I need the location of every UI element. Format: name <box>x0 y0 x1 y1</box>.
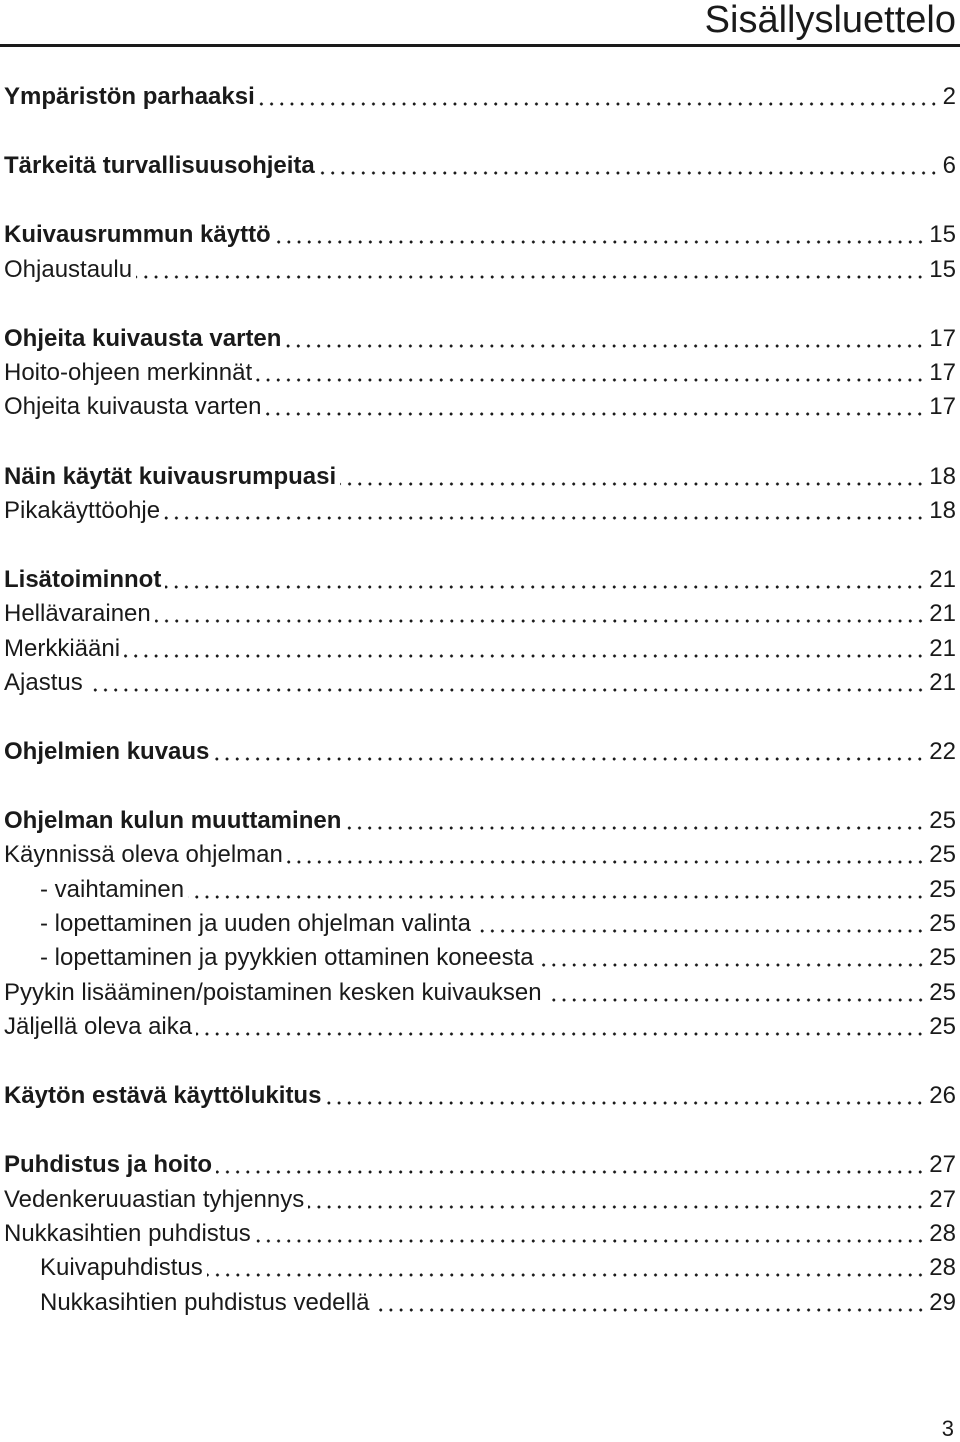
toc-entry[interactable] <box>4 1286 956 1320</box>
dot-leader <box>265 411 925 417</box>
toc-entry-page: 25 <box>929 910 956 937</box>
toc-entry-title: Ohjaustaulu <box>4 256 133 283</box>
dot-leader <box>136 274 925 280</box>
toc-entry-page: 22 <box>929 738 956 765</box>
dot-leader <box>259 101 939 107</box>
toc-entry[interactable] <box>4 597 956 631</box>
toc-entry-title: Kuivapuhdistus <box>40 1254 203 1281</box>
toc-entry[interactable] <box>4 322 956 356</box>
toc-entry-page: 6 <box>942 152 956 179</box>
dot-leader <box>308 1204 925 1210</box>
toc-entry[interactable] <box>4 1217 956 1251</box>
dot-leader <box>255 1238 925 1244</box>
dot-leader <box>155 618 926 624</box>
toc-entry-page: 18 <box>929 463 956 490</box>
toc-entry-title: Vedenkeruuastian tyhjennys <box>4 1186 305 1213</box>
toc-entry-page: 15 <box>929 256 956 283</box>
toc-entry[interactable] <box>4 253 956 287</box>
dot-leader <box>325 1100 925 1106</box>
toc-entry-page: 25 <box>929 876 956 903</box>
toc-entry-title: Ohjelman kulun muuttaminen <box>4 807 342 834</box>
toc-entry[interactable] <box>4 941 956 975</box>
dot-leader <box>216 1169 925 1175</box>
page-number: 3 <box>941 1416 954 1441</box>
dot-leader <box>287 859 925 865</box>
toc-entry-page: 27 <box>929 1151 956 1178</box>
toc-entry[interactable] <box>4 838 956 872</box>
toc-entry-page: 17 <box>929 393 956 420</box>
toc-entry[interactable] <box>4 735 956 769</box>
dot-leader <box>188 894 925 900</box>
dot-leader <box>546 997 926 1003</box>
toc-entry[interactable] <box>4 1148 956 1182</box>
toc-entry[interactable] <box>4 80 956 114</box>
title-divider <box>0 44 960 47</box>
toc-entry-page: 15 <box>929 221 956 248</box>
toc-entry-title: Merkkiääni <box>4 635 121 662</box>
toc-entry-page: 25 <box>929 807 956 834</box>
toc-entry-title: Näin käytät kuivausrumpuasi <box>4 463 337 490</box>
toc-entry-page: 17 <box>929 359 956 386</box>
toc-entry-page: 28 <box>929 1220 956 1247</box>
dot-leader <box>285 343 925 349</box>
toc-entry[interactable] <box>4 1079 956 1113</box>
toc-entry[interactable] <box>4 804 956 838</box>
dot-leader <box>87 687 926 693</box>
toc-entry-title: Käynnissä oleva ohjelman <box>4 841 283 868</box>
toc-entry[interactable] <box>4 873 956 907</box>
dot-leader <box>165 584 925 590</box>
toc-entry-page: 21 <box>929 566 956 593</box>
toc-entry-title: Käytön estävä käyttölukitus <box>4 1082 322 1109</box>
toc-entry-page: 25 <box>929 944 956 971</box>
dot-leader <box>207 1272 926 1278</box>
toc-entry-page: 25 <box>929 1013 956 1040</box>
toc-entry-page: 28 <box>929 1254 956 1281</box>
page-title: Sisällysluettelo <box>704 0 956 41</box>
toc-entry-title: Ohjelmien kuvaus <box>4 738 210 765</box>
toc-entry-title: Jäljellä oleva aika <box>4 1013 193 1040</box>
toc-entry-title: Puhdistus ja hoito <box>4 1151 212 1178</box>
toc-entry-page: 29 <box>929 1289 956 1316</box>
dot-leader <box>374 1307 926 1313</box>
toc-entry-page: 2 <box>942 83 956 110</box>
toc-entry-page: 18 <box>929 497 956 524</box>
toc-entry[interactable] <box>4 563 956 597</box>
toc-entry-page: 21 <box>929 669 956 696</box>
toc-entry[interactable] <box>4 1251 956 1285</box>
toc-entry-title: Nukkasihtien puhdistus vedellä <box>40 1289 370 1316</box>
toc-entry-title: Ympäristön parhaaksi <box>4 83 255 110</box>
toc-entry[interactable] <box>4 218 956 252</box>
dot-leader <box>340 481 925 487</box>
toc-entry[interactable] <box>4 907 956 941</box>
toc-entry-title: Nukkasihtien puhdistus <box>4 1220 251 1247</box>
toc-entry[interactable] <box>4 1010 956 1044</box>
toc-entry-page: 25 <box>929 979 956 1006</box>
dot-leader <box>538 962 926 968</box>
toc-entry-title: Tärkeitä turvallisuusohjeita <box>4 152 315 179</box>
toc-entry-page: 26 <box>929 1082 956 1109</box>
toc-entry-title: Pikakäyttöohje <box>4 497 161 524</box>
toc-entry[interactable] <box>4 976 956 1010</box>
toc-entry-title: Pyykin lisääminen/poistaminen kesken kuivauksen <box>4 979 542 1006</box>
dot-leader <box>213 756 925 762</box>
toc-entry-title: - lopettaminen ja pyykkien ottaminen koneesta <box>40 944 534 971</box>
toc-entry-title: Kuivausrummun käyttö <box>4 221 271 248</box>
toc-entry[interactable] <box>4 149 956 183</box>
toc-entry-title: Ohjeita kuivausta varten <box>4 325 282 352</box>
toc-entry-page: 21 <box>929 635 956 662</box>
dot-leader <box>319 170 939 176</box>
dot-leader <box>124 653 925 659</box>
toc-entry[interactable] <box>4 356 956 390</box>
dot-leader <box>475 928 925 934</box>
dot-leader <box>256 377 925 383</box>
toc-entry-page: 27 <box>929 1186 956 1213</box>
toc-entry[interactable] <box>4 1183 956 1217</box>
toc-entry-page: 25 <box>929 841 956 868</box>
toc-entry-title: Hellävarainen <box>4 600 151 627</box>
toc-entry-title: - lopettaminen ja uuden ohjelman valinta <box>40 910 471 937</box>
toc-entry-title: Ajastus <box>4 669 83 696</box>
toc-entry[interactable] <box>4 390 956 424</box>
toc-entry-title: Lisätoiminnot <box>4 566 162 593</box>
toc-entry[interactable] <box>4 460 956 494</box>
dot-leader <box>196 1031 925 1037</box>
dot-leader <box>345 825 925 831</box>
toc-entry-page: 21 <box>929 600 956 627</box>
toc-entry-page: 17 <box>929 325 956 352</box>
toc-entry[interactable] <box>4 666 956 700</box>
toc-entry[interactable] <box>4 494 956 528</box>
dot-leader <box>164 515 925 521</box>
toc-entry-title: - vaihtaminen <box>40 876 185 903</box>
dot-leader <box>275 239 926 245</box>
toc-entry-title: Ohjeita kuivausta varten <box>4 393 262 420</box>
toc-entry[interactable] <box>4 632 956 666</box>
toc-entry-title: Hoito-ohjeen merkinnät <box>4 359 253 386</box>
